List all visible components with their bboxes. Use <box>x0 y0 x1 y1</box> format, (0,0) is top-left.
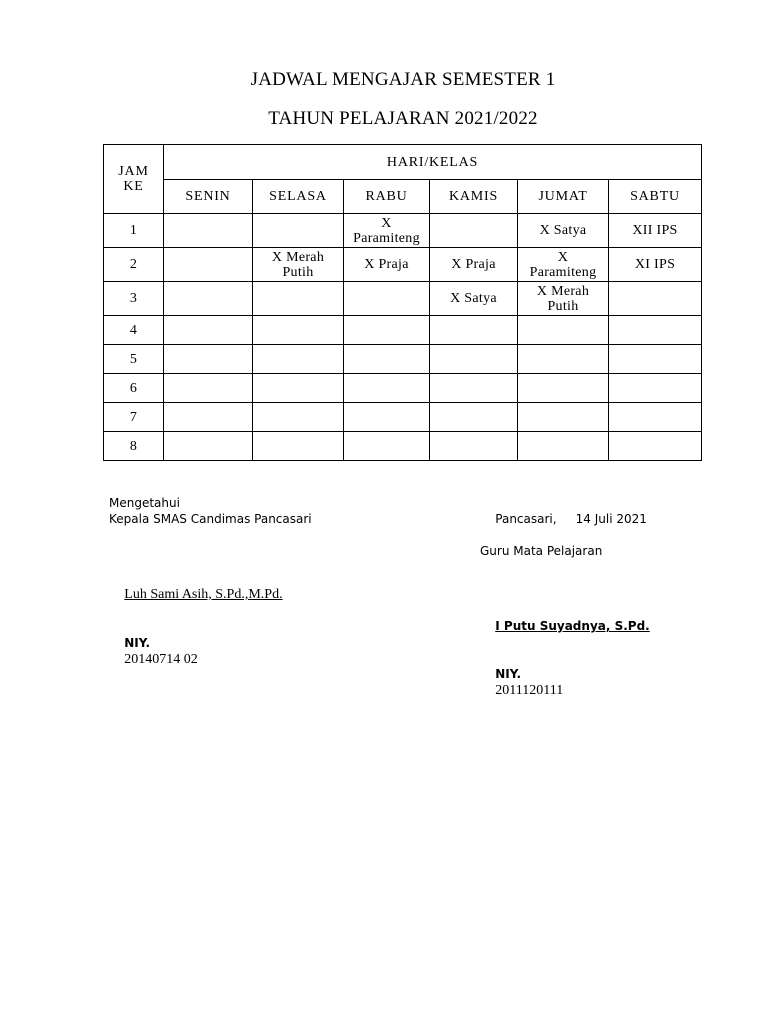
day-header-selasa: SELASA <box>253 180 344 214</box>
schedule-cell-senin <box>164 214 253 248</box>
schedule-cell-jumat: X Merah Putih <box>518 282 609 316</box>
schedule-cell-kamis <box>430 403 518 432</box>
signature-left <box>109 495 312 684</box>
schedule-cell-kamis <box>430 432 518 461</box>
schedule-cell-rabu <box>344 403 430 432</box>
schedule-cell-rabu <box>344 316 430 345</box>
schedule-cell-kamis: X Praja <box>430 248 518 282</box>
schedule-table <box>103 144 702 461</box>
jam-cell: 2 <box>104 248 164 282</box>
day-header-senin: SENIN <box>164 180 253 214</box>
jam-cell: 5 <box>104 345 164 374</box>
signature-date: 14 Juli 2021 <box>575 512 647 526</box>
day-header-sabtu: SABTU <box>609 180 702 214</box>
place-label: Pancasari, <box>495 512 557 526</box>
teacher-niy-value: 2011120111 <box>495 683 564 698</box>
acknowledge-label: Mengetahui <box>109 496 180 510</box>
schedule-cell-jumat: X Paramiteng <box>518 248 609 282</box>
jam-cell: 7 <box>104 403 164 432</box>
schedule-cell-jumat <box>518 345 609 374</box>
schedule-cell-selasa <box>253 316 344 345</box>
schedule-cell-sabtu <box>609 345 702 374</box>
table-row <box>104 282 702 316</box>
principal-niy-value: 20140714 02 <box>124 652 198 667</box>
schedule-cell-rabu: X Paramiteng <box>344 214 430 248</box>
schedule-cell-kamis <box>430 374 518 403</box>
table-row <box>104 432 702 461</box>
schedule-cell-sabtu <box>609 403 702 432</box>
schedule-cell-selasa <box>253 403 344 432</box>
teacher-niy-label: NIY. <box>495 667 522 681</box>
schedule-cell-jumat <box>518 432 609 461</box>
schedule-cell-rabu <box>344 345 430 374</box>
schedule-cell-senin <box>164 374 253 403</box>
schedule-cell-selasa <box>253 345 344 374</box>
jam-cell: 4 <box>104 316 164 345</box>
schedule-cell-sabtu <box>609 374 702 403</box>
schedule-cell-senin <box>164 432 253 461</box>
schedule-cell-jumat <box>518 316 609 345</box>
table-row <box>104 403 702 432</box>
schedule-cell-sabtu: XI IPS <box>609 248 702 282</box>
document-title: JADWAL MENGAJAR SEMESTER 1 <box>250 69 556 90</box>
header-row-days <box>104 180 702 214</box>
table-row <box>104 374 702 403</box>
document-subtitle: TAHUN PELAJARAN 2021/2022 <box>268 108 538 129</box>
day-header-jumat: JUMAT <box>518 180 609 214</box>
principal-niy-label: NIY. <box>124 636 151 650</box>
schedule-cell-senin <box>164 345 253 374</box>
schedule-cell-rabu <box>344 374 430 403</box>
schedule-cell-sabtu <box>609 432 702 461</box>
schedule-cell-sabtu <box>609 282 702 316</box>
schedule-cell-selasa <box>253 432 344 461</box>
header-row-hari <box>104 145 702 180</box>
schedule-cell-kamis <box>430 316 518 345</box>
hari-kelas-header: HARI/KELAS <box>164 145 702 180</box>
schedule-cell-rabu: X Praja <box>344 248 430 282</box>
schedule-cell-senin <box>164 282 253 316</box>
schedule-cell-sabtu: XII IPS <box>609 214 702 248</box>
jam-cell: 1 <box>104 214 164 248</box>
schedule-cell-senin <box>164 316 253 345</box>
principal-name: Luh Sami Asih, S.Pd.,M.Pd. <box>124 587 283 602</box>
schedule-cell-selasa: X Merah Putih <box>253 248 344 282</box>
day-header-rabu: RABU <box>344 180 430 214</box>
signature-right <box>480 495 650 715</box>
schedule-cell-jumat <box>518 374 609 403</box>
schedule-cell-jumat: X Satya <box>518 214 609 248</box>
principal-title: Kepala SMAS Candimas Pancasari <box>109 512 312 526</box>
jam-cell: 3 <box>104 282 164 316</box>
schedule-cell-sabtu <box>609 316 702 345</box>
schedule-cell-kamis <box>430 214 518 248</box>
table-row <box>104 345 702 374</box>
schedule-cell-rabu <box>344 432 430 461</box>
schedule-cell-senin <box>164 403 253 432</box>
schedule-cell-selasa <box>253 214 344 248</box>
jam-cell: 8 <box>104 432 164 461</box>
schedule-cell-kamis: X Satya <box>430 282 518 316</box>
schedule-cell-selasa <box>253 374 344 403</box>
day-header-kamis: KAMIS <box>430 180 518 214</box>
table-row <box>104 214 702 248</box>
schedule-cell-senin <box>164 248 253 282</box>
table-row <box>104 316 702 345</box>
teacher-role: Guru Mata Pelajaran <box>480 544 603 558</box>
teacher-name: I Putu Suyadnya, S.Pd. <box>495 619 650 633</box>
jam-ke-header: JAM KE <box>104 145 164 214</box>
schedule-cell-selasa <box>253 282 344 316</box>
table-row <box>104 248 702 282</box>
schedule-cell-jumat <box>518 403 609 432</box>
schedule-cell-kamis <box>430 345 518 374</box>
schedule-cell-rabu <box>344 282 430 316</box>
jam-cell: 6 <box>104 374 164 403</box>
